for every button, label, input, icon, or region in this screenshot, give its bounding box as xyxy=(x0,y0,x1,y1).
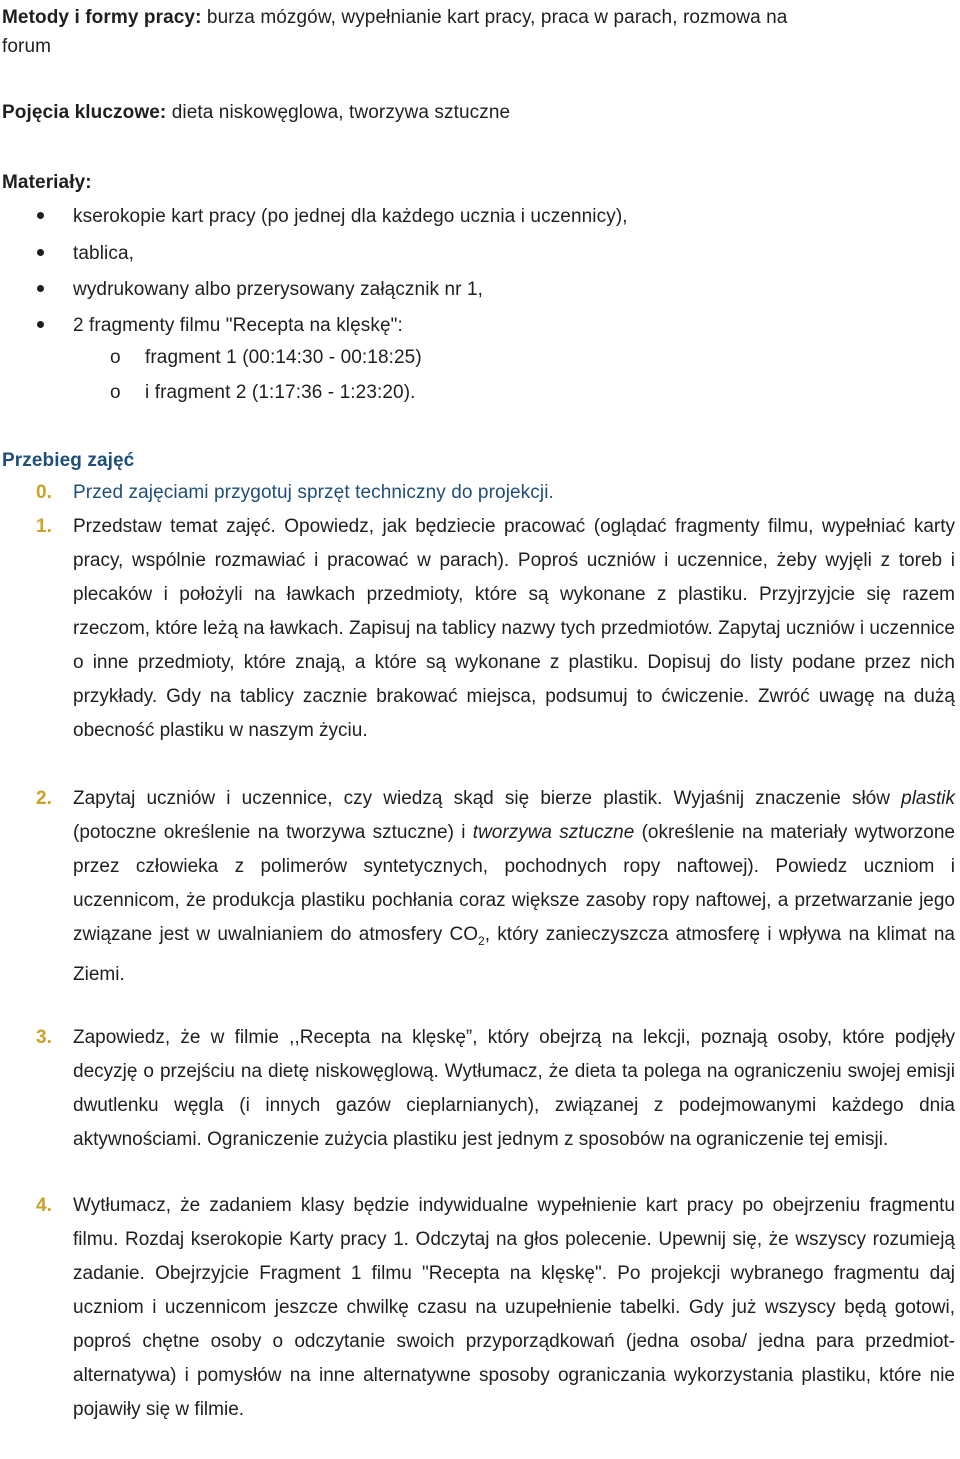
step-text: Wytłumacz, że zadaniem klasy będzie indywidualne wypełnienie kart pracy po obejrzeniu fragmentu filmu. Rozdaj kserokopie Karty pracy 1. Odczytaj na głos polecenie. Upewnij się, że wszyscy rozumieją zadanie. Obejrzyjcie Fragment 1 filmu "Recepta na klęskę". Po projekcji wybranego fragmentu daj uczniom i uczennicom jeszcze chwilkę czasu na uzupełnienie tabelki. Gdy już wszyscy będą gotowi, poproś chętne osoby o odczytanie swoich przyporządkowań (jedna osoba/ jedna para przedmiot-alternatywa) i pomysłów na inne alternatywne sposoby ograniczania wykorzystania plastiku, które nie pojawiły się w filmie. xyxy=(73,1195,955,1420)
methods-line xyxy=(2,6,787,30)
course-heading: Przebieg zajęć xyxy=(2,450,135,471)
step-text-part: Zapytaj uczniów i uczennice, czy wiedzą skąd się bierze plastik. Wyjaśnij znaczenie słów xyxy=(73,788,902,809)
sub-materials-item: fragment 1 (00:14:30 - 00:18:25) xyxy=(145,347,422,368)
step-text: Przed zajęciami przygotuj sprzęt techniczny do projekcji. xyxy=(73,482,554,503)
materials-item: 2 fragmenty filmu "Recepta na klęskę": xyxy=(73,315,403,336)
concepts-line xyxy=(2,101,510,125)
step-number: 1. xyxy=(36,516,52,537)
materials-label: Materiały: xyxy=(2,172,92,193)
step-number: 3. xyxy=(36,1027,52,1048)
methods-text-continued: forum xyxy=(2,36,52,57)
step-text: Zapowiedz, że w filmie ,,Recepta na klęskę”, który obejrzą na lekcji, poznają osoby, które podjęły decyzję o przejściu na dietę niskowęglową. Wytłumacz, że dieta ta polega na ograniczeniu swojej emisji dwutlenku węgla (i innych gazów cieplarnianych), związanej z podejmowanymi każdego dnia aktywnościami. Ograniczenie zużycia plastiku jest jednym z sposobów na ograniczenie tej emisji. xyxy=(73,1027,955,1150)
step-number: 2. xyxy=(36,788,52,809)
step-number: 0. xyxy=(36,482,52,503)
sub-bullet-marker: o xyxy=(110,382,121,403)
methods-label: Metody i formy pracy: xyxy=(2,7,202,28)
term-plastik: plastik xyxy=(901,788,955,809)
bullet-icon xyxy=(37,212,44,219)
step-text-part: (potoczne określenie na tworzywa sztuczne) i xyxy=(73,822,473,843)
materials-item: tablica, xyxy=(73,243,135,264)
step-number: 4. xyxy=(36,1195,52,1216)
sub-bullet-marker: o xyxy=(110,347,121,368)
materials-item: wydrukowany albo przerysowany załącznik nr 1, xyxy=(73,279,484,300)
methods-text: burza mózgów, wypełnianie kart pracy, praca w parach, rozmowa na xyxy=(201,7,788,28)
bullet-icon xyxy=(37,249,44,256)
step-text-part: (określenie na materiały wytworzone przez człowieka z polimerów syntetycznych, pochodnych ropy naftowej). Powiedz uczniom i uczennicom, że produkcja plastiku pochłania coraz większe zasoby ropy naftowej, a przetwarzanie jego związane jest w uwalnianiem do atmosfery CO xyxy=(73,822,956,945)
term-tworzywa: tworzywa sztuczne xyxy=(472,822,635,843)
materials-item: kserokopie kart pracy (po jednej dla każdego ucznia i uczennicy), xyxy=(73,206,628,227)
step-text: Przedstaw temat zajęć. Opowiedz, jak będziecie pracować (oglądać fragmenty filmu, wypełniać karty pracy, wspólnie rozmawiać i pracować w parach). Poproś uczniów i uczennice, żeby wyjęli z toreb i plecaków i położyli na ławkach przedmioty, które są wykonane z plastiku. Przyjrzyjcie się razem rzeczom, które leżą na ławkach. Zapisuj na tablicy nazwy tych przedmiotów. Zapytaj uczniów i uczennice o inne przedmioty, które znają, a które są wykonane z plastiku. Dopisuj do listy podane przez nich przykłady. Gdy na tablicy zacznie brakować miejsca, podsumuj to ćwiczenie. Zwróć uwagę na dużą obecność plastiku w naszym życiu. xyxy=(73,516,955,741)
step-text xyxy=(73,782,955,992)
subscript-2: 2 xyxy=(478,933,485,948)
bullet-icon xyxy=(37,285,44,292)
sub-materials-item: i fragment 2 (1:17:36 - 1:23:20). xyxy=(145,382,416,403)
step-text-part: , który zanieczyszcza atmosferę i wpływa na klimat na Ziemi. xyxy=(73,924,955,985)
bullet-icon xyxy=(37,321,44,328)
concepts-label: Pojęcia kluczowe: xyxy=(2,102,167,123)
concepts-text: dieta niskowęglowa, tworzywa sztuczne xyxy=(166,102,511,123)
